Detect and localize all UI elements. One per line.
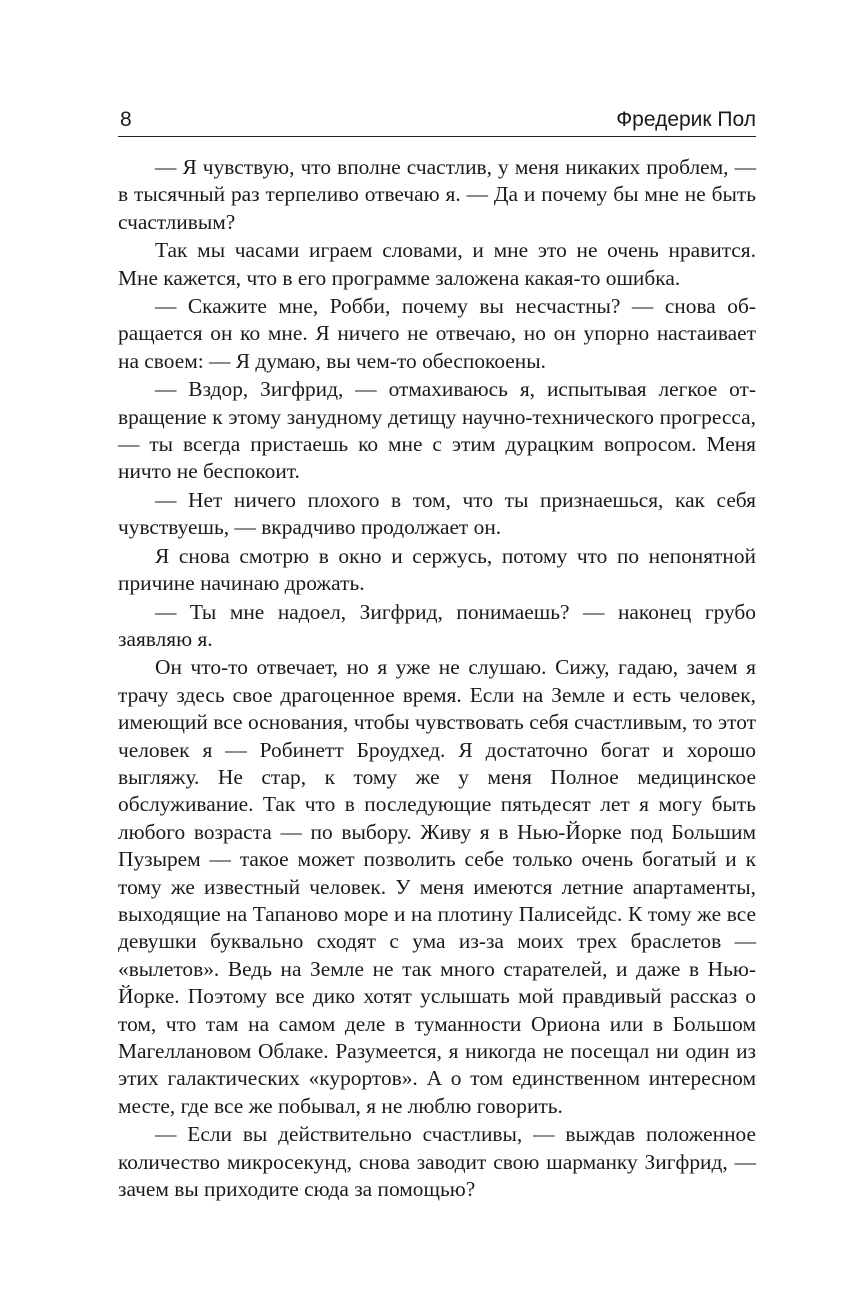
paragraph: Он что-то отвечает, но я уже не слушаю. Сижу, гадаю, зачем я трачу здесь свое драгоценное время. Если на Земле и есть человек, имеющий все основания, чтобы чувствовать себя счастливым, то этот человек я — Робинетт Броудхед. Я достаточно богат и хорошо выгляжу. Не стар, к тому же у меня Полное медицинское обслуживание. Так что в последующие пятьдесят лет я могу быть любого возраста — по выбору. Живу я в Нью-Йорке под Большим Пузырем — такое может позволить себе только очень богатый и к тому же известный человек. У меня имеются летние апартаменты, выходящие на Тапаново море и на плотину Палисейдс. К тому же все девушки буквально сходят с ума из-за моих трех браслетов — «вылетов». Ведь на Земле не так много старателей, и даже в Нью-Йорке. Поэтому все дико хотят услышать мой правдивый рассказ о том, что там на самом деле в туманности Ориона или в Большом Магеллановом Облаке. Разумеется, я никогда не посещал ни один из этих галактических «курортов». А о том единственном интересном месте, где все же побывал, я не люблю говорить. (118, 655, 756, 1118)
page-number: 8 (120, 108, 132, 131)
paragraph: — Нет ничего плохого в том, что ты признаешься, как себя чувствуешь, — вкрадчиво продолжает он. (118, 487, 756, 540)
paragraph: — Вздор, Зигфрид, — отмахиваюсь я, испытывая легкое отвращение к этому занудному детищу научно-технического прогресса, — ты всегда пристаешь ко мне с этим дурацким вопросом. Меня ничто не беспокоит. (118, 377, 756, 484)
page-header (118, 104, 756, 137)
paragraph: Так мы часами играем словами, и мне это не очень нравится. Мне кажется, что в его программе заложена какая-то ошибка. (118, 238, 756, 290)
paragraph: — Если вы действительно счастливы, — выждав положенное количество микросекунд, снова заводит свою шарманку Зигфрид, — зачем вы приходите сюда за помощью? (118, 1122, 756, 1202)
running-head-author: Фредерик Пол (616, 108, 756, 131)
paragraph: — Ты мне надоел, Зигфрид, понимаешь? — наконец грубо заявляю я. (118, 599, 756, 651)
paragraph: — Я чувствую, что вполне счастлив, у меня никаких проблем, — в тысячный раз терпеливо отвечаю я. — Да и почему бы мне не быть счастливым? (118, 155, 756, 234)
paragraph: — Скажите мне, Робби, почему вы несчастны? — снова обращается он ко мне. Я ничего не отвечаю, но он упорно настаивает на своем: — Я думаю, вы чем-то обеспокоены. (118, 294, 756, 373)
paragraph: Я снова смотрю в окно и сержусь, потому что по непонятной причине начинаю дрожать. (118, 543, 756, 596)
book-page (118, 0, 756, 1312)
body-text (118, 154, 756, 1204)
